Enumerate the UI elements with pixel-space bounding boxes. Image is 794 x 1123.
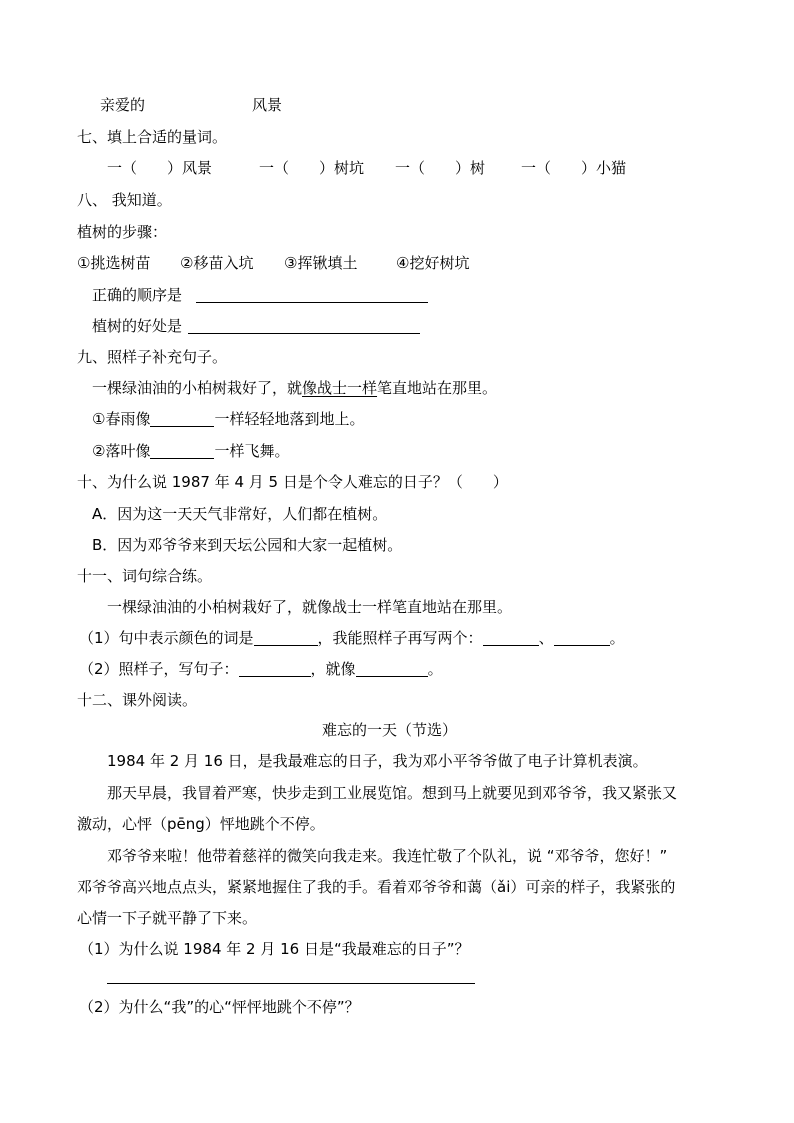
q11-sub2-text-c: 。 [427, 660, 443, 678]
q9-example [92, 381, 497, 396]
q11-sub2-blank-2[interactable] [356, 662, 428, 677]
q7-heading: 七、填上合适的量词。 [77, 128, 228, 146]
q9-item2-prefix: ②落叶像 [92, 442, 151, 460]
word-fengjing: 风景 [252, 96, 283, 114]
q12-para-2-line-2: 激动，心怦（pēng）怦地跳个不停。 [77, 815, 325, 833]
q11-sub1-blank-2[interactable] [483, 631, 539, 646]
q12-para-3-line-2: 邓爷爷高兴地点点头，紧紧地握住了我的手。看着邓爷爷和蔼（ǎi）可亲的样子，我紧张的 [77, 878, 676, 896]
q11-sub2-blank-1[interactable] [239, 662, 311, 677]
word-qinaide: 亲爱的 [100, 96, 146, 114]
q9-item1-blank[interactable] [150, 412, 214, 427]
q12-question-1-answer-line[interactable] [107, 983, 475, 984]
q9-item1-suffix: 一样轻轻地落到地上。 [214, 410, 365, 428]
q9-example-underlined: 像战士一样 [302, 379, 378, 397]
q11-sub1-blank-3[interactable] [554, 631, 610, 646]
q12-question-1: （1）为什么说 1984 年 2 月 16 日是“我最难忘的日子”？ [79, 940, 470, 958]
q11-sub1-text-a: （1）句中表示颜色的词是 [79, 629, 254, 647]
q12-para-3-line-3: 心情一下子就平静了下来。 [77, 909, 258, 927]
q7-item-3: 一（ ）树 [395, 159, 486, 177]
q12-para-1: 1984 年 2 月 16 日，是我最难忘的日子，我为邓小平爷爷做了电子计算机表演。 [107, 752, 648, 770]
q11-sub1-text-b: ，我能照样子再写两个： [317, 629, 483, 647]
q8-benefit-label: 植树的好处是 [92, 317, 183, 335]
q10-option-b[interactable]: B．因为邓爷爷来到天坛公园和大家一起植树。 [92, 536, 403, 554]
q12-para-3-line-1: 邓爷爷来啦！他带着慈祥的微笑向我走来。我连忙敬了个队礼，说 “邓爷爷，您好！” [107, 847, 668, 865]
q7-item-2: 一（ ）树坑 [259, 159, 365, 177]
q11-heading: 十一、词句综合练。 [77, 567, 213, 585]
q9-item2-suffix: 一样飞舞。 [214, 442, 290, 460]
q11-sub1-blank-color[interactable] [254, 631, 318, 646]
q11-sub1-text-d: 。 [609, 629, 625, 647]
q8-step-1: ①挑选树苗 [77, 254, 151, 272]
q11-sub2-text-a: （2）照样子，写句子： [79, 660, 239, 678]
q12-para-2-line-1: 那天早晨，我冒着严寒，快步走到工业展览馆。想到马上就要见到邓爷爷，我又紧张又 [107, 784, 678, 802]
q7-item-1: 一（ ）风景 [107, 159, 213, 177]
q8-step-2: ②移苗入坑 [180, 254, 254, 272]
q11-sub-2 [79, 662, 443, 677]
q10-option-a[interactable]: A．因为这一天天气非常好，人们都在植树。 [92, 505, 388, 523]
q9-item-2 [92, 444, 289, 459]
q11-sub-1 [79, 631, 625, 646]
q11-sentence: 一棵绿油油的小柏树栽好了，就像战士一样笔直地站在那里。 [107, 598, 513, 616]
q8-step-4: ④挖好树坑 [396, 254, 470, 272]
q9-heading: 九、照样子补充句子。 [77, 348, 228, 366]
q7-item-4: 一（ ）小猫 [521, 159, 627, 177]
q11-sub1-text-c: 、 [538, 629, 554, 647]
q8-order-label: 正确的顺序是 [92, 286, 183, 304]
q8-heading: 八、 我知道。 [77, 191, 172, 209]
q9-item-1 [92, 412, 364, 427]
q9-example-before: 一棵绿油油的小柏树栽好了，就 [92, 379, 303, 397]
q12-heading: 十二、课外阅读。 [77, 691, 198, 709]
q12-question-2: （2）为什么“我”的心“怦怦地跳个不停”？ [79, 998, 360, 1016]
q9-item2-blank[interactable] [150, 444, 214, 459]
q8-step-3: ③挥锹填土 [284, 254, 358, 272]
q9-item1-prefix: ①春雨像 [92, 410, 151, 428]
q9-example-after: 笔直地站在那里。 [377, 379, 498, 397]
q10-heading: 十、为什么说 1987 年 4 月 5 日是个令人难忘的日子？（ ） [77, 473, 508, 491]
q12-article-title: 难忘的一天（节选） [322, 721, 458, 739]
q8-steps-title: 植树的步骤： [77, 223, 168, 241]
q8-benefit-answer-line[interactable] [188, 333, 420, 334]
q11-sub2-text-b: ，就像 [310, 660, 356, 678]
q8-order-answer-line[interactable] [196, 302, 428, 303]
